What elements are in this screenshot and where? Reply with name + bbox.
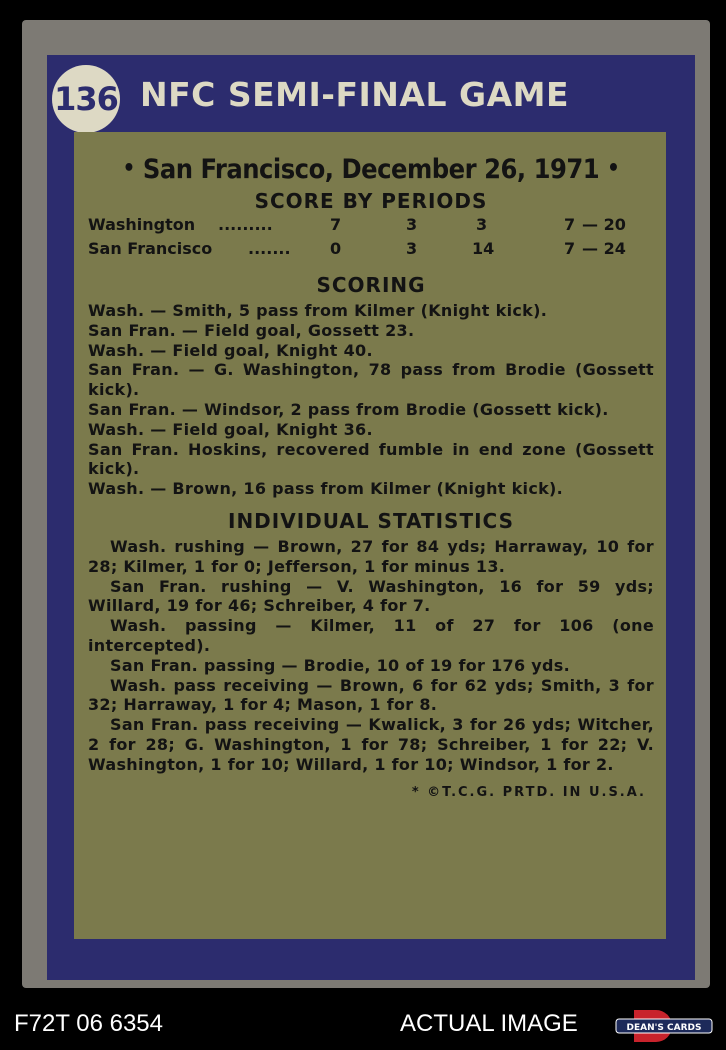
q3-score: 14 (472, 239, 495, 258)
scoring-item: Wash. — Field goal, Knight 40. (88, 340, 373, 360)
scoring-item: Wash. — Brown, 16 pass from Kilmer (Knight kick). (88, 479, 564, 499)
score-table (88, 215, 654, 263)
stats-item: Wash. pass receiving — Brown, 6 for 62 yds; Smith, 3 for 32; Harraway, 1 for 4; Mason, 1 for 8. (88, 675, 654, 715)
trading-card-back (22, 20, 710, 988)
scoring-list (88, 301, 654, 499)
score-header: SCORE BY PERIODS (254, 189, 488, 213)
stats-panel (74, 132, 666, 939)
q1-score: 0 (330, 239, 342, 258)
q2-score: 3 (406, 239, 418, 258)
leader-dots: ....... (248, 239, 291, 258)
scoring-item: San Fran. — Windsor, 2 pass from Brodie (Gossett kick). (88, 399, 609, 419)
stats-item: San Fran. rushing — V. Washington, 16 for 59 yds; Willard, 19 for 46; Schreiber, 4 for 7. (88, 576, 654, 616)
card-title: NFC SEMI-FINAL GAME (140, 75, 569, 114)
scoring-item: San Fran. — G. Washington, 78 pass from Brodie (Gossett kick). (88, 360, 654, 400)
q1-score: 7 (330, 215, 342, 234)
total-score: — 24 (582, 239, 626, 258)
stats-list (88, 537, 654, 775)
scoring-item: San Fran. — Field goal, Gossett 23. (88, 320, 415, 340)
team-name: Washington (88, 215, 196, 234)
q4-score: 7 (564, 239, 576, 258)
score-row (88, 215, 654, 239)
bullet-icon: • (607, 156, 620, 181)
team-name: San Francisco (88, 239, 213, 258)
q3-score: 3 (476, 215, 488, 234)
bullet-icon: • (122, 156, 135, 181)
scoring-item: Wash. — Smith, 5 pass from Kilmer (Knight kick). (88, 301, 548, 320)
date-text: San Francisco, December 26, 1971 (142, 154, 600, 185)
q2-score: 3 (406, 215, 418, 234)
leader-dots: ......... (218, 215, 273, 234)
stats-item: Wash. passing — Kilmer, 11 of 27 for 106 (one intercepted). (88, 616, 654, 655)
total-score: — 20 (582, 215, 626, 234)
q4-score: 7 (564, 215, 576, 234)
cert-number: F72T 06 6354 (14, 1010, 164, 1037)
deans-cards-logo (614, 1008, 714, 1042)
date-line (88, 154, 654, 185)
card-number-badge: 136 (52, 65, 120, 133)
score-row (88, 239, 654, 263)
stats-item: San Fran. passing — Brodie, 10 of 19 for 176 yds. (110, 655, 570, 675)
stats-item: Wash. rushing — Brown, 27 for 84 yds; Harraway, 10 for 28; Kilmer, 1 for 0; Jefferson, 1 for minus 13. (88, 536, 654, 576)
scoring-item: Wash. — Field goal, Knight 36. (88, 419, 373, 439)
actual-image-label: ACTUAL IMAGE (400, 1010, 578, 1037)
stats-item: San Fran. pass receiving — Kwalick, 3 for 26 yds; Witcher, 2 for 28; G. Washington, 1 for 78; Schreiber, 1 for 22; V. Washington, 1 for 10; Willard, 1 for 10; Windsor, 1 for 2. (88, 715, 654, 774)
stats-header: INDIVIDUAL STATISTICS (228, 508, 514, 533)
scoring-header: SCORING (316, 273, 426, 297)
logo-text: DEAN'S CARDS (626, 1023, 702, 1033)
copyright-line: * ©T.C.G. PRTD. IN U.S.A. (411, 784, 646, 800)
scoring-item: San Fran. Hoskins, recovered fumble in end zone (Gossett kick). (88, 439, 654, 479)
